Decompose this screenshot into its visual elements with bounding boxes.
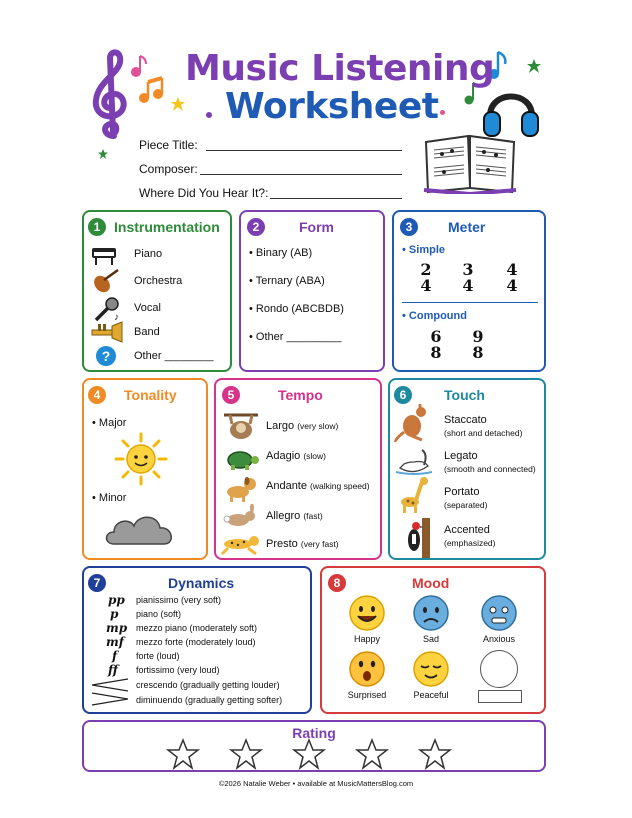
piece-title-label: Piece Title: bbox=[139, 138, 198, 152]
composer-field[interactable] bbox=[200, 174, 402, 175]
microphone-icon bbox=[92, 296, 122, 322]
happy-face-icon[interactable] bbox=[348, 594, 386, 632]
where-heard-field[interactable] bbox=[270, 198, 402, 199]
section-number: 8 bbox=[328, 574, 346, 592]
dynamic-desc: piano (soft) bbox=[136, 609, 182, 619]
form-item: • Rondo (ABCBDB) bbox=[249, 303, 344, 315]
mood-label: Surprised bbox=[347, 690, 387, 700]
dot-decoration bbox=[206, 112, 212, 118]
dynamics-title: Dynamics bbox=[168, 575, 235, 591]
violin-icon bbox=[90, 268, 120, 294]
mood-label: Sad bbox=[422, 634, 439, 644]
sad-face-icon[interactable] bbox=[412, 594, 450, 632]
meter-box bbox=[392, 210, 546, 372]
form-item: • Binary (AB) bbox=[249, 247, 313, 259]
dynamic-desc: mezzo forte (moderately loud) bbox=[136, 637, 256, 647]
dynamic-symbol: f bbox=[112, 649, 118, 663]
form-box bbox=[239, 210, 385, 372]
dynamics-box bbox=[82, 566, 312, 714]
giraffe-icon bbox=[398, 476, 432, 514]
tonality-major: • Major bbox=[92, 417, 127, 429]
trumpet-icon bbox=[88, 320, 124, 344]
cheetah-icon bbox=[220, 532, 262, 556]
tonality-minor: • Minor bbox=[92, 492, 127, 504]
rating-title: Rating bbox=[292, 725, 336, 741]
sun-icon bbox=[114, 432, 168, 486]
rating-star-icon[interactable] bbox=[418, 738, 452, 770]
sloth-icon bbox=[222, 412, 260, 442]
tempo-title: Tempo bbox=[278, 387, 323, 403]
star-decoration-icon bbox=[526, 58, 542, 74]
mood-label: Peaceful bbox=[413, 690, 449, 700]
meter-simple-label: • Simple bbox=[402, 244, 445, 256]
rating-box bbox=[82, 720, 546, 772]
mood-label: Anxious bbox=[482, 634, 516, 644]
form-item: • Ternary (ABA) bbox=[249, 275, 325, 287]
music-book-icon bbox=[422, 132, 518, 194]
dog-icon bbox=[222, 474, 260, 502]
svg-text:♪: ♪ bbox=[114, 312, 119, 322]
woodpecker-icon bbox=[400, 518, 434, 558]
dynamic-symbol: mf bbox=[106, 635, 124, 649]
touch-name: Portato bbox=[444, 486, 480, 498]
crescendo-icon bbox=[90, 678, 130, 692]
section-number: 4 bbox=[88, 386, 106, 404]
touch-desc: (smooth and connected) bbox=[444, 464, 536, 474]
tempo-item: Largo (very slow) bbox=[266, 420, 339, 432]
dynamic-symbol: ff bbox=[108, 663, 118, 677]
touch-name: Accented bbox=[444, 524, 490, 536]
instrument-other: Other ________ bbox=[134, 350, 214, 362]
instrument-orchestra: Orchestra bbox=[134, 275, 183, 287]
dynamic-desc: fortissimo (very loud) bbox=[136, 665, 220, 675]
mood-box bbox=[320, 566, 546, 714]
mood-title: Mood bbox=[412, 575, 450, 591]
section-number: 2 bbox=[247, 218, 265, 236]
tempo-item: Andante (walking speed) bbox=[266, 480, 370, 492]
crescendo-label: crescendo (gradually getting louder) bbox=[136, 680, 280, 690]
meter-divider bbox=[402, 302, 538, 303]
section-number: 5 bbox=[222, 386, 240, 404]
custom-mood-field[interactable] bbox=[478, 690, 522, 703]
cloud-icon bbox=[102, 506, 182, 550]
time-signature: 9 8 bbox=[472, 327, 484, 362]
meter-compound-label: • Compound bbox=[402, 310, 467, 322]
star-decoration-icon bbox=[170, 96, 186, 112]
turtle-icon bbox=[222, 446, 260, 472]
form-title: Form bbox=[299, 219, 334, 235]
rabbit-icon bbox=[222, 504, 260, 530]
instrumentation-box bbox=[82, 210, 232, 372]
anxious-face-icon[interactable] bbox=[480, 594, 518, 632]
time-signature: 2 4 bbox=[420, 260, 432, 295]
mood-label: Happy bbox=[353, 634, 380, 644]
time-signature: 6 8 bbox=[430, 327, 442, 362]
dynamic-symbol: mp bbox=[106, 621, 128, 635]
star-decoration-icon bbox=[97, 148, 109, 160]
dynamic-desc: forte (loud) bbox=[136, 651, 180, 661]
touch-title: Touch bbox=[444, 387, 485, 403]
peaceful-face-icon[interactable] bbox=[412, 650, 450, 688]
rating-star-icon[interactable] bbox=[355, 738, 389, 770]
touch-desc: (emphasized) bbox=[444, 538, 496, 548]
time-signature: 3 4 bbox=[462, 260, 474, 295]
section-number: 6 bbox=[394, 386, 412, 404]
rating-star-icon[interactable] bbox=[292, 738, 326, 770]
touch-desc: (separated) bbox=[444, 500, 488, 510]
dynamic-desc: pianissimo (very soft) bbox=[136, 595, 222, 605]
touch-name: Staccato bbox=[444, 414, 487, 426]
worksheet-title-line1: Music Listening bbox=[185, 48, 495, 89]
tempo-item: Allegro (fast) bbox=[266, 510, 323, 522]
piece-title-field[interactable] bbox=[206, 150, 402, 151]
rating-star-icon[interactable] bbox=[229, 738, 263, 770]
instrument-band: Band bbox=[134, 326, 160, 338]
instrumentation-title: Instrumentation bbox=[114, 219, 220, 235]
time-signature: 4 4 bbox=[506, 260, 518, 295]
where-heard-label: Where Did You Hear It?: bbox=[139, 186, 269, 200]
tempo-item: Adagio (slow) bbox=[266, 450, 326, 462]
kangaroo-icon bbox=[394, 404, 434, 442]
worksheet-title-line2: Worksheet bbox=[225, 86, 439, 127]
section-number: 3 bbox=[400, 218, 418, 236]
form-item: • Other _________ bbox=[249, 331, 342, 343]
headphones-icon bbox=[482, 80, 540, 140]
piano-icon bbox=[90, 244, 118, 266]
copyright-footer: ©2026 Natalie Weber • available at MusicMattersBlog.com bbox=[218, 779, 414, 788]
meter-title: Meter bbox=[448, 219, 486, 235]
question-icon: ? bbox=[96, 346, 116, 366]
dynamic-desc: mezzo piano (moderately soft) bbox=[136, 623, 258, 633]
tonality-box bbox=[82, 378, 208, 560]
dot-decoration bbox=[440, 110, 445, 115]
touch-desc: (short and detached) bbox=[444, 428, 523, 438]
rating-star-icon[interactable] bbox=[166, 738, 200, 770]
swan-icon bbox=[394, 446, 434, 476]
touch-name: Legato bbox=[444, 450, 478, 462]
diminuendo-label: diminuendo (gradually getting softer) bbox=[136, 695, 283, 705]
touch-box bbox=[388, 378, 546, 560]
instrument-piano: Piano bbox=[134, 248, 163, 260]
tempo-box bbox=[214, 378, 382, 560]
dynamic-symbol: p bbox=[110, 607, 119, 621]
section-number: 1 bbox=[88, 218, 106, 236]
surprised-face-icon[interactable] bbox=[348, 650, 386, 688]
custom-mood-circle[interactable] bbox=[480, 650, 518, 688]
diminuendo-icon bbox=[90, 692, 130, 706]
tonality-title: Tonality bbox=[124, 387, 177, 403]
section-number: 7 bbox=[88, 574, 106, 592]
instrument-vocal: Vocal bbox=[134, 302, 161, 314]
tempo-item: Presto (very fast) bbox=[266, 538, 339, 550]
dynamic-symbol: pp bbox=[108, 593, 125, 607]
composer-label: Composer: bbox=[139, 162, 198, 176]
